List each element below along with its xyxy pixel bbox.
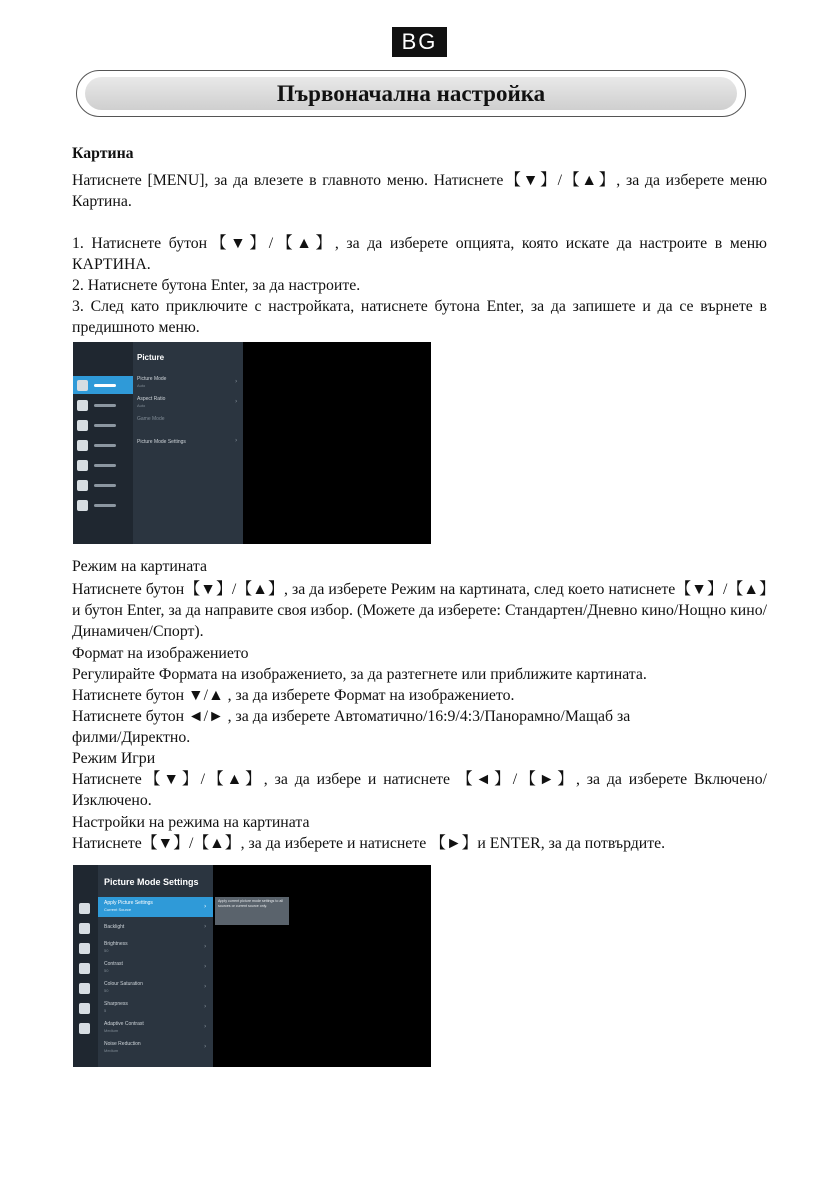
chevron-right-icon: › [235,437,238,444]
chevron-right-icon: › [235,378,238,385]
menu-sidebar-collapsed [73,865,98,1067]
menu-row-backlight[interactable]: Backlight [104,924,125,930]
sidebar-item-accessibility[interactable] [73,456,133,474]
picture-mode-text: Натиснете бутон【▼】/【▲】, за да изберете Режим на картината, след което натиснете【▼】/【▲】и бутон Enter, за да направите своя избор. (Можете да изберете: Стандартен/Дневно кино/Нощно кино/Динамичен/Спорт). [72,581,767,640]
section-heading: Картина [72,145,134,162]
aspect-heading: Формат на изображението [72,645,249,662]
game-mode-text: Натиснете【▼】/【▲】, за да избере и натиснете 【◄】/【►】, за да изберете Включено/Изключено. [72,771,767,809]
chevron-right-icon: › [204,963,207,970]
chevron-right-icon: › [204,943,207,950]
menu-row-contrast[interactable]: Contrast 50 [104,961,123,973]
aspect-line-2: Натиснете бутон ▼/▲ , за да изберете Формат на изображението. [72,687,515,704]
step-1: 1. Натиснете бутон【▼】/【▲】, за да изберете опцията, която искате да настроите в меню КАРТИНА. [72,235,767,273]
channel-icon [79,963,90,974]
sound-icon [79,923,90,934]
menu-row-aspect-ratio[interactable]: Aspect Ratio Auto [137,396,166,408]
accessibility-icon [77,460,88,471]
menu-row-colour-saturation[interactable]: Colour Saturation 50 [104,981,143,993]
language-badge: BG [392,27,447,57]
menu-row-noise-reduction[interactable]: Noise Reduction Medium [104,1041,141,1053]
title-banner [76,70,746,117]
panel-title: Picture Mode Settings [104,877,199,887]
chevron-right-icon: › [204,903,207,910]
chevron-right-icon: › [204,983,207,990]
menu-row-sharpness[interactable]: Sharpness 5 [104,1001,128,1013]
sidebar-item-system[interactable] [73,476,133,494]
picture-icon [77,380,88,391]
support-icon [77,500,88,511]
step-3: 3. След като приключите с настройката, натиснете бутона Enter, за да запишете и да се върнете в предишното меню. [72,298,767,336]
chevron-right-icon: › [204,1023,207,1030]
help-tooltip: Apply current picture mode settings to all sources or current source only. [215,897,289,925]
step-2: 2. Натиснете бутона Enter, за да настроите. [72,277,361,294]
sidebar-item-channel[interactable] [73,436,133,454]
sidebar-item-support[interactable] [73,496,133,514]
chevron-right-icon: › [204,1003,207,1010]
pm-settings-heading: Настройки на режима на картината [72,814,310,831]
network-icon [77,420,88,431]
chevron-right-icon: › [204,1043,207,1050]
panel-title: Picture [137,353,165,362]
network-icon [79,943,90,954]
picture-panel [133,342,243,544]
chevron-right-icon: › [235,398,238,405]
aspect-line-3b: филми/Директно. [72,729,191,746]
menu-row-picture-mode[interactable]: Picture Mode Auto [137,376,167,388]
channel-icon [77,440,88,451]
system-icon [77,480,88,491]
chevron-right-icon: › [204,923,207,930]
menu-row-brightness[interactable]: Brightness 50 [104,941,128,953]
picture-mode-heading: Режим на картината [72,558,207,575]
menu-sidebar [73,342,133,544]
system-icon [79,1003,90,1014]
pm-settings-text: Натиснете【▼】/【▲】, за да изберете и натиснете 【►】и ENTER, за да потвърдите. [72,835,666,852]
accessibility-icon [79,983,90,994]
game-mode-heading: Режим Игри [72,750,156,767]
page-title: Първоначална настройка [85,77,737,110]
menu-row-adaptive-contrast[interactable]: Adaptive Contrast Medium [104,1021,144,1033]
sidebar-item-sound[interactable] [73,396,133,414]
support-icon [79,1023,90,1034]
picture-menu-screenshot [73,342,431,544]
settings-panel [98,865,213,1067]
intro-paragraph: Натиснете [MENU], за да влезете в главното меню. Натиснете【▼】/【▲】, за да изберете меню Картина. [72,172,767,210]
sidebar-item-picture[interactable] [73,376,133,394]
picture-mode-settings-screenshot [73,865,431,1067]
menu-row-game-mode[interactable]: Game Mode [137,416,165,422]
menu-row-apply-picture-settings[interactable]: Apply Picture Settings Current Source [104,900,153,912]
picture-icon [79,903,90,914]
sidebar-item-network[interactable] [73,416,133,434]
aspect-line-3a: Натиснете бутон ◄/► , за да изберете Автоматично/16:9/4:3/Панорамно/Мащаб за [72,708,631,725]
menu-row-picture-mode-settings[interactable]: Picture Mode Settings [137,439,186,445]
sound-icon [77,400,88,411]
aspect-line-1: Регулирайте Формата на изображението, за да разтегнете или приближите картината. [72,666,647,683]
